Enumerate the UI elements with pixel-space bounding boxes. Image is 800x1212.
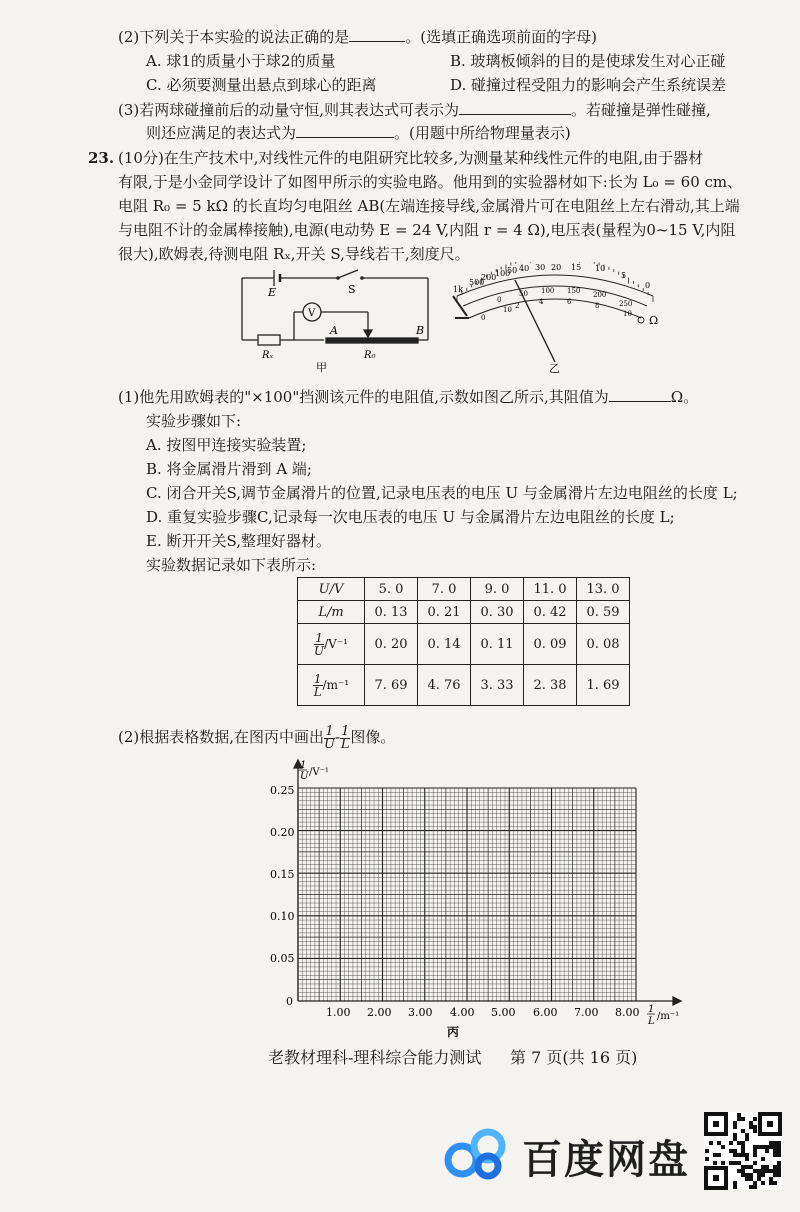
graph-paper (262, 758, 702, 1040)
qr-module (729, 1161, 733, 1165)
x-axis-unit: /m⁻¹ (657, 1011, 680, 1022)
qr-module (733, 1161, 737, 1165)
qr-module (773, 1149, 777, 1153)
row-label-l: L/m (298, 601, 365, 624)
scale-top-label: 30 (535, 263, 546, 272)
label-e: E (268, 286, 277, 299)
qr-module (753, 1169, 757, 1173)
y-tick: 0.20 (270, 826, 295, 839)
step-a: A. 按图甲连接实验装置; (146, 436, 307, 454)
qr-module (745, 1137, 749, 1141)
qr-module (733, 1121, 737, 1125)
qr-module (717, 1141, 721, 1145)
qr-module (733, 1181, 737, 1185)
steps-title: 实验步骤如下: (146, 412, 242, 430)
qr-module (765, 1165, 769, 1169)
x-tick: 8.00 (615, 1006, 640, 1019)
qr-module (741, 1129, 745, 1133)
qr-module (713, 1161, 717, 1165)
x-tick: 7.00 (574, 1006, 599, 1019)
qr-code (704, 1112, 782, 1190)
qr-module (773, 1141, 777, 1145)
table-title: 实验数据记录如下表所示: (146, 556, 317, 574)
table-cell: 4. 76 (418, 665, 471, 706)
scale-mid-label: 100 (541, 287, 555, 295)
qr-module (705, 1157, 709, 1161)
q23-intro-1: (10分)在生产技术中,对线性元件的电阻研究比较多,为测量某种线性元件的电阻,由于器材 (118, 149, 704, 167)
scale-mid-label: 0 (497, 296, 502, 304)
qr-module (749, 1173, 753, 1177)
x-tick: 5.00 (491, 1006, 516, 1019)
y-tick: 0.10 (270, 910, 295, 923)
x-axis-num: 1 (648, 1004, 655, 1015)
qr-module (777, 1161, 781, 1165)
scale-top-label: 15 (571, 263, 582, 272)
q23-intro-3: 电阻 R₀ = 5 kΩ 的长直均匀电阻丝 AB(左端连接导线,金属滑片可在电阻丝上左右滑动,其上端 (118, 197, 740, 215)
qr-module (749, 1185, 753, 1189)
scale-mid-label: 150 (567, 287, 581, 295)
qr-module (741, 1149, 745, 1153)
x-tick: 2.00 (367, 1006, 392, 1019)
qr-module (729, 1141, 733, 1145)
qr-module (749, 1165, 753, 1169)
qr-module (709, 1141, 713, 1145)
scale-low-label: 8 (595, 302, 600, 310)
scale-low-label: 10 (623, 310, 632, 318)
label-v: V (308, 308, 316, 319)
scale-low-label: 0 (481, 314, 486, 322)
option-b: B. 玻璃板倾斜的目的是使球发生对心正碰 (450, 52, 726, 70)
qr-module (749, 1125, 753, 1129)
row-label-inv-l: $\frac{1}{L}$ /m⁻¹ (298, 665, 365, 706)
qr-module (769, 1181, 773, 1185)
x-tick: 6.00 (533, 1006, 558, 1019)
omega-symbol: Ω (649, 314, 659, 327)
table-cell: 0. 42 (524, 601, 577, 624)
scale-top-label: 20 (551, 263, 562, 272)
table-cell: 3. 33 (471, 665, 524, 706)
table-cell: 0. 20 (365, 624, 418, 665)
caption-jia: 甲 (316, 361, 327, 374)
qr-module (773, 1153, 777, 1157)
table-cell: 5. 0 (365, 578, 418, 601)
qr-module (713, 1153, 717, 1157)
qr-module (745, 1177, 749, 1181)
qr-module (741, 1173, 745, 1177)
qr-module (705, 1149, 709, 1153)
qr-module (737, 1113, 741, 1117)
qr-module (761, 1145, 765, 1149)
qr-module (721, 1161, 725, 1165)
table-cell: 0. 08 (577, 624, 630, 665)
table-row (298, 601, 630, 624)
qr-module (733, 1125, 737, 1129)
answer-blank[interactable] (296, 123, 394, 138)
table-cell: 0. 13 (365, 601, 418, 624)
qr-module (777, 1149, 781, 1153)
qr-module (741, 1145, 745, 1149)
scale-top-label: 1k (453, 285, 463, 294)
step-d: D. 重复实验步骤C,记录每一次电压表的电压 U 与金属滑片左边电阻丝的长度 L; (146, 508, 675, 526)
scale-mid-label: 250 (619, 300, 633, 308)
qr-module (765, 1145, 769, 1149)
qr-module (741, 1169, 745, 1173)
ohmmeter-dial (445, 262, 675, 374)
qr-module (765, 1169, 769, 1173)
qr-module (765, 1149, 769, 1153)
label-s: S (348, 283, 356, 296)
q23-intro-4: 与电阻不计的金属棒接触),电源(电动势 E = 24 V,内阻 r = 4 Ω),电压表(量程为0~15 V,内阻 (118, 221, 736, 239)
footer-text: 老教材理科-理科综合能力测试 (268, 1048, 482, 1067)
qr-module (769, 1169, 773, 1173)
qr-module (733, 1185, 737, 1189)
qr-module (757, 1173, 761, 1177)
answer-blank[interactable] (459, 100, 571, 115)
scale-top-label: 40 (519, 264, 530, 273)
q3-line2: 则还应满足的表达式为 。(用题中所给物理量表示) (146, 124, 571, 142)
qr-code-icon (704, 1112, 782, 1190)
caption-bing: 丙 (447, 1025, 460, 1039)
table-cell: 0. 30 (471, 601, 524, 624)
y-axis-unit: /V⁻¹ (309, 767, 329, 778)
scale-low-label: 6 (567, 298, 572, 306)
qr-module (717, 1153, 721, 1157)
qr-module (761, 1165, 765, 1169)
table-row (298, 624, 630, 665)
scale-top-label: 5 (621, 271, 627, 280)
table-cell: 2. 38 (524, 665, 577, 706)
qr-module (733, 1153, 737, 1157)
qr-module (761, 1173, 765, 1177)
table-cell: 0. 14 (418, 624, 471, 665)
question-number: 23. (88, 149, 115, 167)
brand-watermark: 百度网盘 (522, 1137, 690, 1183)
qr-module (761, 1169, 765, 1173)
qr-module (777, 1165, 781, 1169)
y-axis-den: U (300, 771, 309, 782)
x-tick: 1.00 (326, 1006, 351, 1019)
part1-line: (1)他先用欧姆表的"×100"挡测该元件的电阻值,示数如图乙所示,其阻值为 Ω。 (118, 388, 699, 406)
row-label-u: U/V (298, 578, 365, 601)
qr-module (745, 1165, 749, 1169)
y-tick: 0 (286, 995, 293, 1008)
step-b: B. 将金属滑片滑到 A 端; (146, 460, 312, 478)
x-axis-den: L (648, 1016, 655, 1027)
table-cell: 0. 09 (524, 624, 577, 665)
page-number: 第 7 页(共 16 页) (510, 1048, 638, 1067)
label-r0: R₀ (364, 350, 376, 361)
qr-module (745, 1173, 749, 1177)
qr-module (721, 1145, 725, 1149)
qr-module (761, 1181, 765, 1185)
x-tick: 3.00 (408, 1006, 433, 1019)
circuit-diagram (230, 262, 440, 374)
qr-module (753, 1145, 757, 1149)
qr-module (753, 1129, 757, 1133)
qr-module (753, 1125, 757, 1129)
y-tick: 0.15 (270, 868, 295, 881)
scale-mid-label: 50 (519, 290, 528, 298)
part2-line: (2)根据表格数据,在图丙中画出 $\frac{1}{U}$ - $\frac{1}{L}$ 图像。 (118, 723, 396, 752)
qr-module (737, 1161, 741, 1165)
qr-module (777, 1153, 781, 1157)
scale-low-label: 4 (539, 298, 544, 306)
label-rx: Rₓ (262, 350, 274, 361)
y-tick: 0.05 (270, 952, 295, 965)
qr-module (769, 1141, 773, 1145)
q3-line1: (3)若两球碰撞前后的动量守恒,则其表达式可表示为 。若碰撞是弹性碰撞, (118, 101, 711, 119)
table-cell: 11. 0 (524, 578, 577, 601)
qr-module (773, 1173, 777, 1177)
y-axis-num: 1 (300, 760, 307, 771)
qr-module (777, 1141, 781, 1145)
qr-module (741, 1153, 745, 1157)
table-row (298, 578, 630, 601)
qr-module (777, 1173, 781, 1177)
qr-module (773, 1169, 777, 1173)
table-cell: 0. 59 (577, 601, 630, 624)
qr-module (733, 1137, 737, 1141)
qr-module (733, 1133, 737, 1137)
qr-module (749, 1177, 753, 1181)
table-cell: 13. 0 (577, 578, 630, 601)
scale-low-label: 2 (515, 302, 520, 310)
row-label-inv-u: $\frac{1}{U}$ /V⁻¹ (298, 624, 365, 665)
cloud-logo-icon (442, 1126, 510, 1182)
qr-module (769, 1145, 773, 1149)
qr-module (737, 1141, 741, 1145)
table-cell: 7. 0 (418, 578, 471, 601)
qr-module (745, 1153, 749, 1157)
scale-top-label: 0 (645, 281, 651, 290)
qr-module (753, 1149, 757, 1153)
step-c: C. 闭合开关S,调节金属滑片的位置,记录电压表的电压 U 与金属滑片左边电阻丝的长度 L; (146, 484, 738, 502)
qr-module (737, 1153, 741, 1157)
table-cell: 9. 0 (471, 578, 524, 601)
qr-module (773, 1181, 777, 1185)
qr-module (729, 1149, 733, 1153)
answer-blank[interactable] (349, 27, 405, 42)
qr-module (773, 1145, 777, 1149)
data-table (297, 577, 630, 706)
q2-stem: (2)下列关于本实验的说法正确的是 。(选填正确选项前面的字母) (118, 28, 597, 46)
option-c: C. 必须要测量出悬点到球心的距离 (146, 76, 377, 94)
qr-module (749, 1121, 753, 1125)
table-cell: 0. 21 (418, 601, 471, 624)
scale-top-label: 500 (469, 278, 485, 287)
scale-top-label: 10 (595, 264, 606, 273)
qr-module (741, 1165, 745, 1169)
qr-module (745, 1133, 749, 1137)
table-row (298, 665, 630, 706)
q23-intro-5: 很大),欧姆表,待测电阻 Rₓ,开关 S,导线若干,刻度尺。 (118, 245, 470, 263)
label-b: B (416, 324, 425, 337)
option-d: D. 碰撞过程受阻力的影响会产生系统误差 (450, 76, 727, 94)
scale-mid-label: 200 (593, 291, 607, 299)
qr-module (753, 1117, 757, 1121)
table-cell: 0. 11 (471, 624, 524, 665)
option-a: A. 球1的质量小于球2的质量 (146, 52, 336, 70)
qr-module (773, 1165, 777, 1169)
scale-top-label: 200 (481, 273, 497, 282)
qr-module (753, 1181, 757, 1185)
table-cell: 1. 69 (577, 665, 630, 706)
scale-top-label: 50 (507, 266, 518, 275)
table-cell: 7. 69 (365, 665, 418, 706)
scale-low-label: 10 (503, 306, 512, 314)
caption-yi: 乙 (549, 362, 560, 374)
qr-module (769, 1177, 773, 1181)
qr-module (753, 1153, 757, 1157)
qr-module (757, 1145, 761, 1149)
answer-blank[interactable] (609, 387, 671, 402)
qr-module (741, 1141, 745, 1145)
q23-intro-2: 有限,于是小金同学设计了如图甲所示的实验电路。他用到的实验器材如下:长为 L₀ = 60 cm、 (118, 173, 743, 191)
qr-module (757, 1177, 761, 1181)
qr-module (753, 1161, 757, 1165)
step-e: E. 断开开关S,整理好器材。 (146, 532, 331, 550)
y-tick: 0.25 (270, 784, 295, 797)
qr-module (737, 1117, 741, 1121)
qr-module (753, 1185, 757, 1189)
label-a: A (330, 324, 338, 337)
qr-module (737, 1169, 741, 1173)
qr-module (757, 1169, 761, 1173)
qr-module (777, 1169, 781, 1173)
qr-module (761, 1157, 765, 1161)
x-tick: 4.00 (450, 1006, 475, 1019)
qr-module (777, 1145, 781, 1149)
qr-module (741, 1117, 745, 1121)
qr-module (745, 1157, 749, 1161)
scale-top-label: 100 (495, 269, 511, 278)
qr-module (733, 1149, 737, 1153)
